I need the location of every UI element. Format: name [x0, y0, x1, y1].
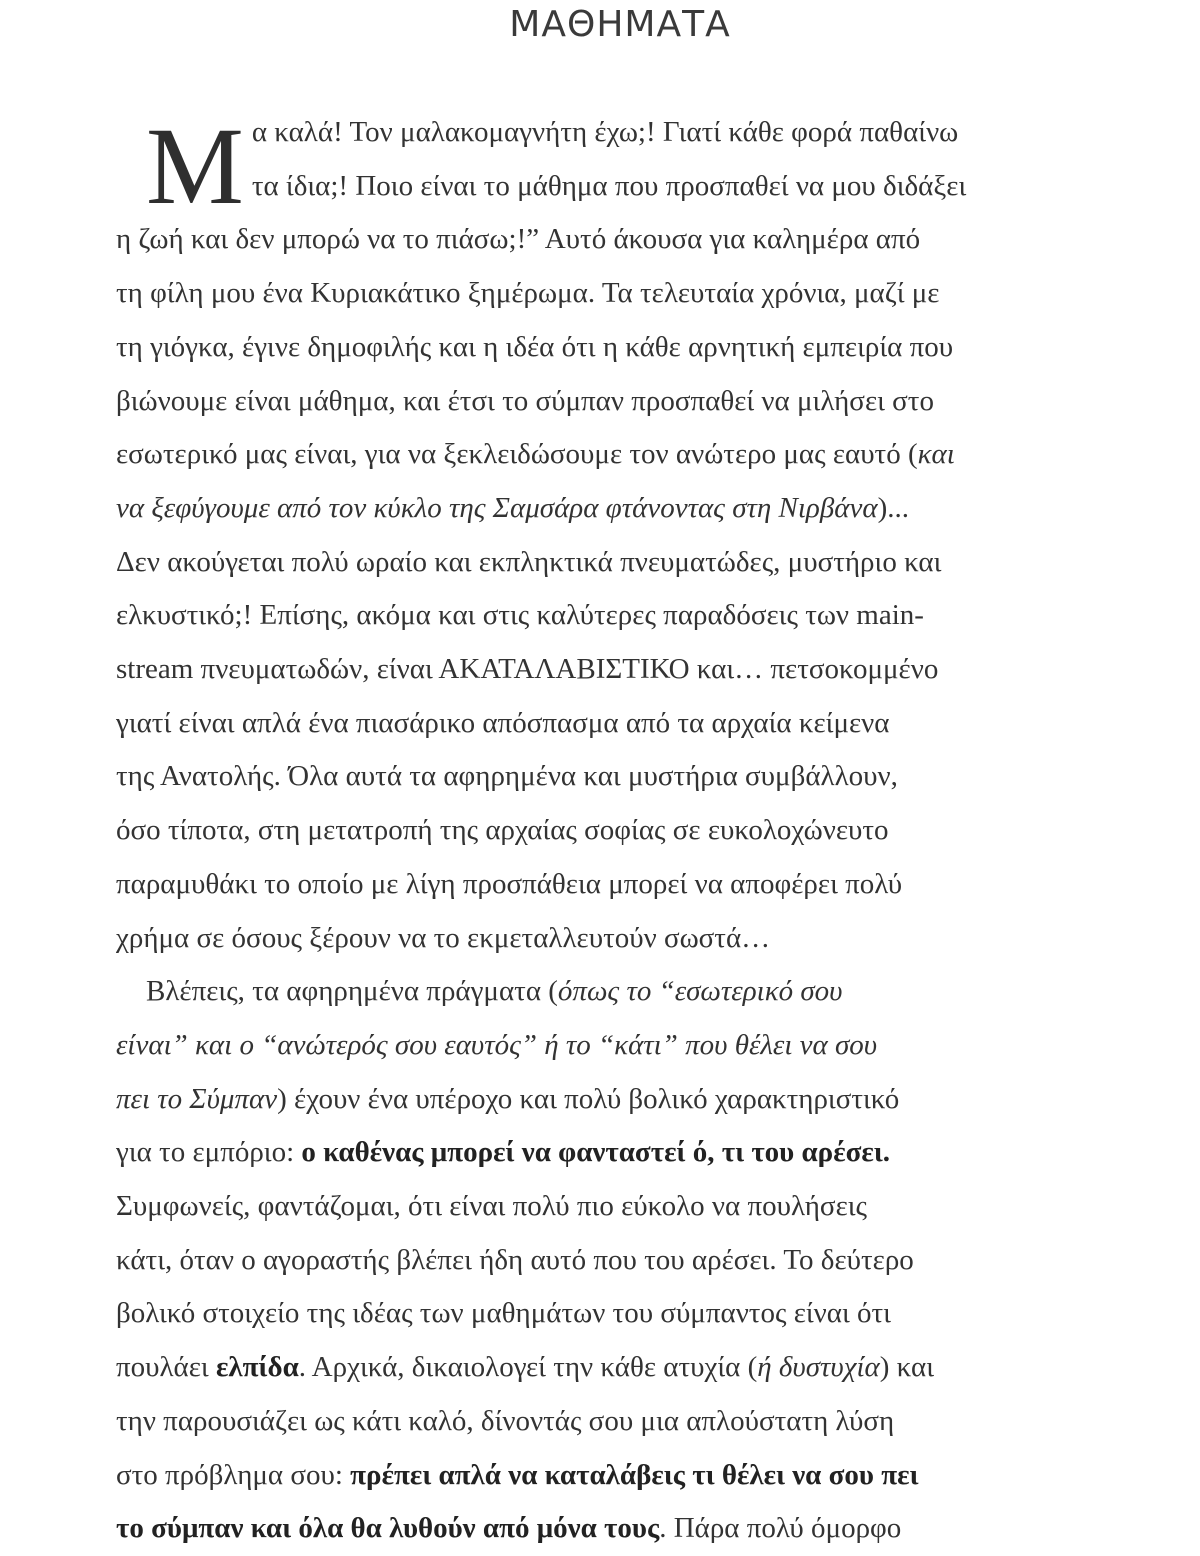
bold-text: το σύμπαν και όλα θα λυθούν από μόνα τους	[116, 1512, 660, 1545]
text-line: στο πρόβλημα σου:	[116, 1458, 351, 1491]
text-line: α καλά! Τον μαλακομαγνήτη έχω;! Γιατί κάθε φορά παθαίνω	[251, 116, 959, 148]
text-line: για το εμπόριο:	[116, 1136, 302, 1169]
text-line: χρήμα σε όσους ξέρουν να το εκμεταλλευτούν σωστά…	[116, 921, 771, 954]
text-line: . Πάρα πολύ όμορφο	[659, 1512, 902, 1545]
drop-cap: Μ	[146, 105, 244, 227]
text-line: stream πνευματωδών, είναι ΑΚΑΤΑΛΑΒΙΣΤΙΚΟ και… πετσοκομμένο	[116, 653, 939, 686]
text-line: εσωτερικό μας είναι, για να ξεκλειδώσουμε τον ανώτερο μας εαυτό (	[116, 438, 918, 471]
text-line: ελκυστικό;! Επίσης, ακόμα και στις καλύτερες παραδόσεις των main-	[116, 599, 924, 632]
text-line: Βλέπεις, τα αφηρημένα πράγματα (	[146, 975, 558, 1008]
body-text	[116, 106, 1096, 1556]
text-line: Δεν ακούγεται πολύ ωραίο και εκπληκτικά πνευματώδες, μυστήριο και	[116, 545, 942, 578]
italic-text: ή δυστυχία	[757, 1351, 880, 1384]
bold-text: ο καθένας μπορεί να φανταστεί ό, τι του αρέσει.	[301, 1136, 890, 1169]
text-line: κάτι, όταν ο αγοραστής βλέπει ήδη αυτό που του αρέσει. Το δεύτερο	[116, 1243, 914, 1276]
text-line: ) έχουν ένα υπέροχο και πολύ βολικό χαρακτηριστικό	[277, 1082, 900, 1115]
bold-text: ελπίδα	[216, 1351, 299, 1384]
text-line: ) και	[879, 1351, 935, 1384]
text-line: η ζωή και δεν μπορώ να το πιάσω;!” Αυτό άκουσα για καλημέρα από	[116, 223, 921, 256]
text-line: πουλάει	[116, 1351, 216, 1384]
paragraph-2	[116, 965, 1096, 1019]
chapter-title: ΜΑΘΗΜΑΤΑ	[509, 4, 731, 45]
text-line: όσο τίποτα, στη μετατροπή της αρχαίας σοφίας σε ευκολοχώνευτο	[116, 814, 889, 847]
paragraph-1	[116, 106, 1096, 965]
text-line: τη φίλη μου ένα Κυριακάτικο ξημέρωμα. Τα τελευταία χρόνια, μαζί με	[116, 277, 940, 310]
paragraph-2-continued	[116, 1019, 1096, 1556]
text-line: τα ίδια;! Ποιο είναι το μάθημα που προσπαθεί να μου διδάξει	[251, 169, 967, 202]
italic-text: όπως το “εσωτερικό σου	[557, 975, 843, 1008]
text-line: την παρουσιάζει ως κάτι καλό, δίνοντάς σου μια απλούστατη λύση	[116, 1404, 895, 1437]
text-line: Συμφωνείς, φαντάζομαι, ότι είναι πολύ πιο εύκολο να πουλήσεις	[116, 1190, 868, 1223]
bold-text: πρέπει απλά να καταλάβεις τι θέλει να σου πει	[350, 1458, 919, 1491]
text-line: βολικό στοιχείο της ιδέας των μαθημάτων του σύμπαντος είναι ότι	[116, 1297, 891, 1330]
italic-text: να ξεφύγουμε από τον κύκλο της Σαμσάρα φτάνοντας στη Νιρβάνα	[116, 491, 878, 524]
text-line: )...	[877, 491, 910, 524]
text-line: τη γιόγκα, έγινε δημοφιλής και η ιδέα ότι η κάθε αρνητική εμπειρία που	[116, 330, 954, 363]
italic-text: και	[917, 438, 955, 471]
text-line: . Αρχικά, δικαιολογεί την κάθε ατυχία (	[298, 1351, 758, 1384]
text-line: παραμυθάκι το οποίο με λίγη προσπάθεια μπορεί να αποφέρει πολύ	[116, 867, 903, 900]
text-line: της Ανατολής. Όλα αυτά τα αφηρημένα και μυστήρια συμβάλλουν,	[116, 760, 898, 793]
text-line: γιατί είναι απλά ένα πιασάρικο απόσπασμα από τα αρχαία κείμενα	[116, 706, 890, 739]
italic-text: πει το Σύμπαν	[116, 1082, 278, 1115]
text-line: βιώνουμε είναι μάθημα, και έτσι το σύμπαν προσπαθεί να μιλήσει στο	[116, 384, 934, 417]
italic-text: είναι” και ο “ανώτερός σου εαυτός” ή το “κάτι” που θέλει να σου	[116, 1028, 878, 1061]
